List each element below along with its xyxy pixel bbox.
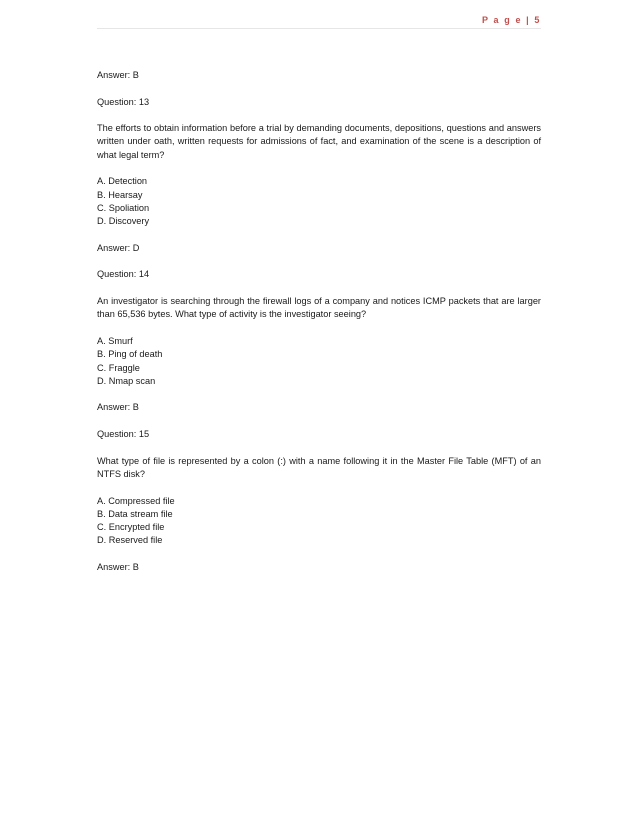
option-item: D. Nmap scan — [97, 375, 156, 386]
question-text: The efforts to obtain information before a trial by demanding documents, depositions, questions and answers written under oath, written requests for admissions of fact, and examination of the scene is a description of what legal term? — [97, 123, 541, 160]
question-text: What type of file is represented by a colon (:) with a name following it in the Master File Table (MFT) of an NTFS disk? — [97, 455, 541, 479]
option-item: A. Compressed file — [97, 495, 175, 506]
answer-line: Answer: B — [97, 561, 139, 572]
option-item: D. Reserved file — [97, 535, 163, 546]
question-text: An investigator is searching through the firewall logs of a company and notices ICMP packets that are larger than 65,536 bytes. What type of activity is the investigator seeing? — [97, 296, 541, 320]
option-list — [97, 495, 541, 548]
option-item: D. Discovery — [97, 216, 150, 227]
option-item: A. Detection — [97, 176, 148, 187]
answer-line: Answer: B — [97, 70, 139, 80]
question-number: Question: 14 — [97, 269, 150, 280]
answer-line: Answer: B — [97, 402, 139, 413]
option-item: C. Encrypted file — [97, 522, 165, 533]
option-list — [97, 175, 541, 228]
option-item: A. Smurf — [97, 335, 133, 346]
option-item: C. Spoliation — [97, 202, 150, 213]
page-number: P a g e | 5 — [482, 15, 541, 25]
option-list — [97, 335, 541, 388]
option-item: B. Hearsay — [97, 189, 143, 200]
option-item: C. Fraggle — [97, 362, 140, 373]
option-item: B. Data stream file — [97, 508, 173, 519]
question-number: Question: 13 — [97, 96, 150, 107]
question-number: Question: 15 — [97, 429, 150, 440]
page-header — [97, 10, 541, 29]
answer-line: Answer: D — [97, 242, 140, 253]
option-item: B. Ping of death — [97, 349, 163, 360]
page-content — [97, 69, 541, 588]
